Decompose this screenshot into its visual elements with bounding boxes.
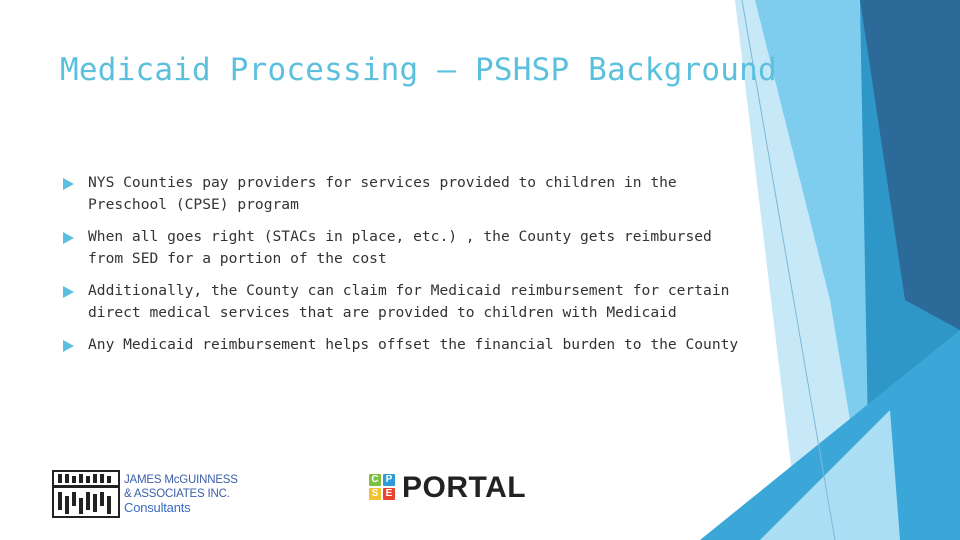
arrow-bullet-icon [60,176,76,192]
arrow-bullet-icon [60,284,76,300]
bullet-item [60,226,740,270]
bullet-item [60,280,740,324]
jmc-logo [52,470,242,520]
logo-tile-e: E [383,488,395,500]
bullet-text: When all goes right (STACs in place, etc.) , the County gets reimbursed from SED for a portion of the cost [88,228,712,267]
logo-tile-s: S [369,488,381,500]
jmc-line-1: JAMES McGUINNESS [124,474,238,486]
jmc-logo-text [124,473,238,515]
cpse-portal-logo [369,471,559,508]
portal-wordmark: PORTAL [402,471,527,504]
bullet-text: Additionally, the County can claim for Medicaid reimbursement for certain direct medical services that are provided to children with Medicaid [88,282,730,321]
bullet-item [60,172,740,216]
logo-tile-p: P [383,474,395,486]
bullet-text: Any Medicaid reimbursement helps offset the financial burden to the County [88,336,739,353]
jmc-line-2: & ASSOCIATES INC. [124,488,230,500]
bullet-list [60,172,740,366]
bullet-text: NYS Counties pay providers for services provided to children in the Preschool (CPSE) program [88,174,677,213]
abacus-icon [52,470,120,518]
bullet-item [60,334,740,356]
slide-title: Medicaid Processing – PSHSP Background [60,52,777,88]
arrow-bullet-icon [60,230,76,246]
arrow-bullet-icon [60,338,76,354]
jmc-line-3: Consultants [124,500,191,515]
logo-tile-c: C [369,474,381,486]
